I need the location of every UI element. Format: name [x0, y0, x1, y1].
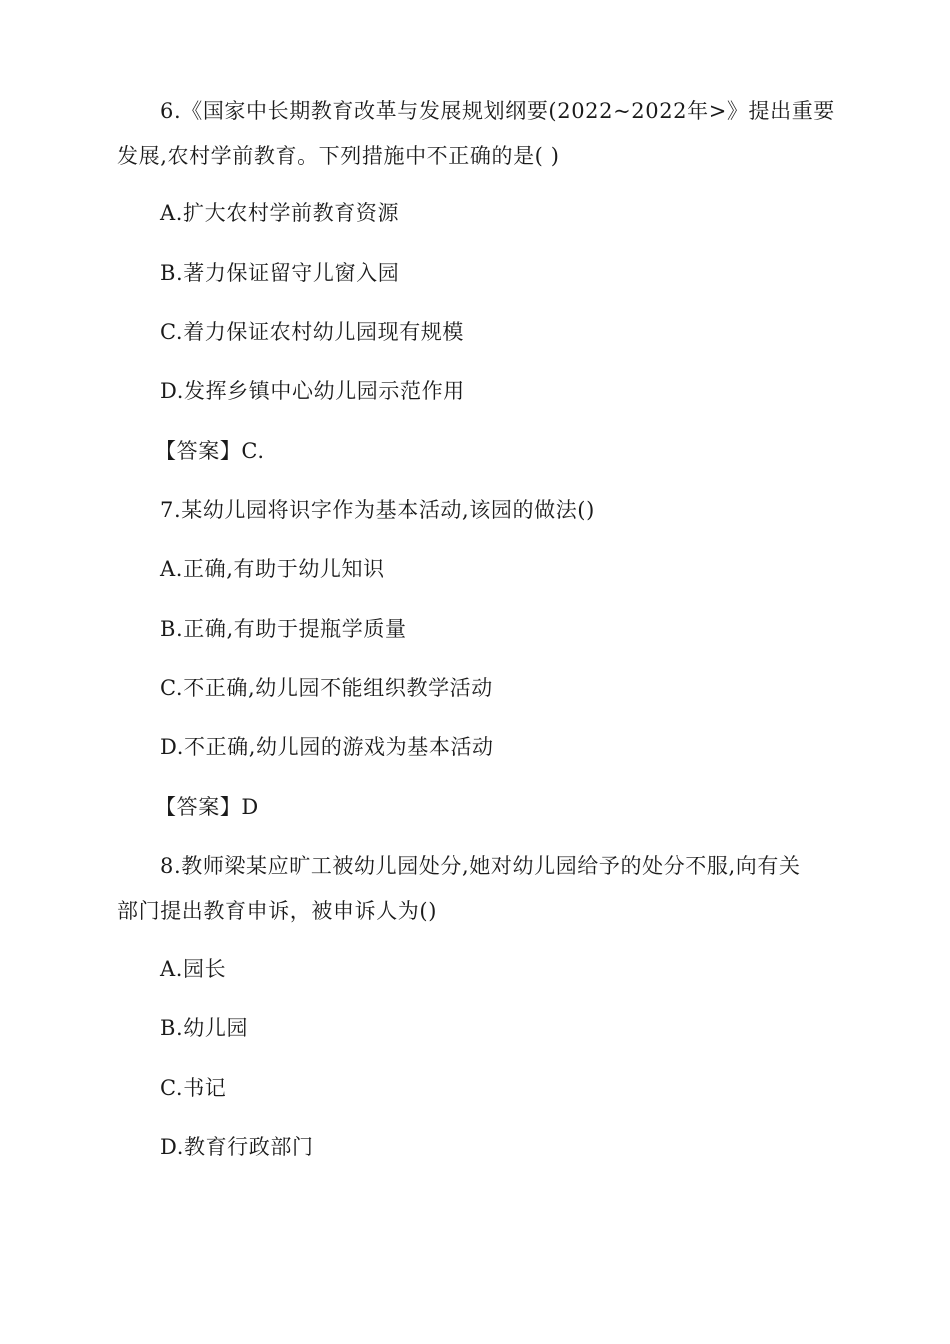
question-7-stem-line-1: 7.某幼儿园将识字作为基本活动,该园的做法() [160, 498, 595, 522]
question-8-option-d: D.教育行政部门 [160, 1135, 314, 1159]
question-6-option-b: B.著力保证留守儿窗入园 [160, 261, 400, 285]
question-6-option-d: D.发挥乡镇中心幼儿园示范作用 [160, 379, 465, 403]
question-8-stem-line-2: 部门提出教育申诉，被申诉人为() [117, 899, 437, 923]
question-8-option-b: B.幼儿园 [160, 1016, 249, 1040]
question-6-stem-line-1: 6.《国家中长期教育改革与发展规划纲要(2022~2022年>》提出重要 [160, 99, 835, 123]
question-7-option-d: D.不正确,幼儿园的游戏为基本活动 [160, 735, 494, 759]
question-7-option-b: B.正确,有助于提瓶学质量 [160, 617, 407, 641]
question-7-option-c: C.不正确,幼儿园不能组织教学活动 [160, 676, 493, 700]
question-8-stem-line-1: 8.教师梁某应旷工被幼儿园处分,她对幼儿园给予的处分不服,向有关 [160, 854, 801, 878]
question-7-answer: 【答案】D [155, 795, 259, 819]
question-6-option-c: C.着力保证农村幼儿园现有规模 [160, 320, 464, 344]
question-8-option-a: A.园长 [160, 957, 227, 981]
question-6-answer: 【答案】C. [155, 439, 265, 463]
question-8-option-c: C.书记 [160, 1076, 227, 1100]
question-6-option-a: A.扩大农村学前教育资源 [160, 201, 400, 225]
question-6-stem-line-2: 发展,农村学前教育。下列措施中不正确的是( ) [117, 144, 560, 168]
question-7-option-a: A.正确,有助于幼儿知识 [160, 557, 385, 581]
